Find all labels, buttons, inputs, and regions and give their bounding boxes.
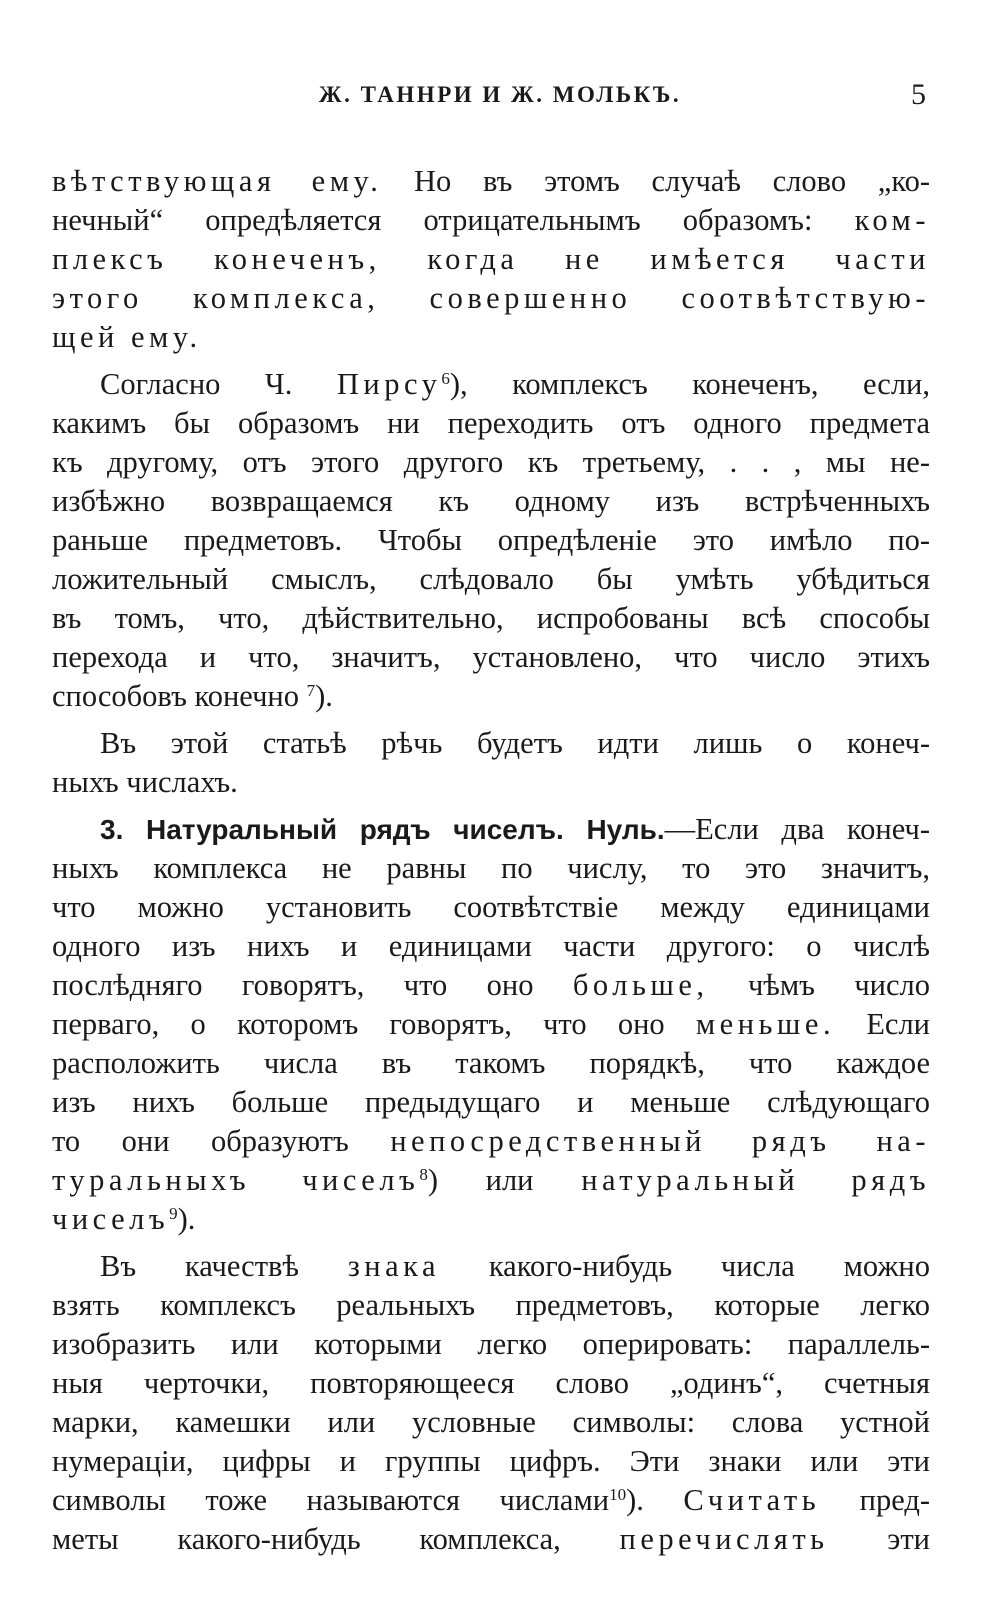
text-line: изобразить или которыми легко оперировать: параллель-: [52, 1327, 930, 1361]
footnote-ref: 6: [441, 368, 450, 388]
text-line: ложительный смыслъ, слѣдовало бы умѣть убѣдиться: [52, 562, 930, 596]
spaced-text: непосредственный рядъ на-: [390, 1124, 930, 1158]
text-span: способовъ конечно: [52, 679, 299, 713]
spaced-text: перечислять: [619, 1522, 829, 1556]
text-line: одного изъ нихъ и единицами части другого: о числѣ: [52, 929, 930, 963]
text-span: Въ качествѣ: [100, 1249, 299, 1283]
text-line: какимъ бы образомъ ни переходить отъ одного предмета: [52, 406, 930, 440]
text-span: Согласно Ч.: [100, 367, 293, 401]
page-body: [52, 162, 930, 1559]
spaced-text: вѣтствующая ему.: [52, 164, 383, 198]
footnote-ref: 8: [419, 1164, 428, 1184]
text-line: перехода и что, значитъ, установлено, что число этихъ: [52, 640, 930, 674]
spaced-text: Считать: [683, 1483, 821, 1517]
paragraph-finite-numbers: [52, 724, 930, 802]
text-span: какого-нибудь числа можно: [488, 1249, 930, 1283]
text-line: этого комплекса, совершенно соотвѣтствую-: [52, 281, 930, 315]
text-span: Если: [866, 1007, 930, 1041]
spaced-text: туральныхъ чиселъ: [52, 1163, 420, 1197]
text-span: —Если два конеч-: [664, 812, 930, 846]
text-line: нумераціи, цифры и группы цифръ. Эти знаки или эти: [52, 1444, 930, 1478]
text-line: въ томъ, что, дѣйствительно, испробованы всѣ способы: [52, 601, 930, 635]
spaced-text: знака: [347, 1249, 441, 1283]
text-line: [52, 1005, 930, 1044]
text-span: ).: [315, 679, 333, 713]
text-line: [52, 966, 930, 1005]
text-line: избѣжно возвращаемся къ одному изъ встрѣченныхъ: [52, 484, 930, 518]
text-line: щей ему.: [52, 320, 202, 354]
spaced-text: натуральный рядъ: [581, 1163, 930, 1197]
text-span: эти: [887, 1522, 930, 1556]
text-line: [52, 1161, 930, 1200]
text-line: [52, 1122, 930, 1161]
text-line: къ другому, отъ этого другого къ третьему, . . , мы не-: [52, 445, 930, 479]
running-head: Ж. ТАННРИ И Ж. МОЛЬКЪ.: [318, 82, 682, 107]
text-span: Но въ этомъ случаѣ слово „ко-: [414, 164, 930, 198]
paragraph-continuation: [52, 162, 930, 357]
text-line: изъ нихъ больше предыдущаго и меньше слѣдующаго: [52, 1085, 930, 1119]
text-line: [52, 810, 930, 849]
text-span: пред-: [859, 1483, 930, 1517]
text-line: марки, камешки или условные символы: слова устной: [52, 1405, 930, 1439]
text-span: ).: [177, 1202, 196, 1236]
text-span: нечный“ опредѣляется отрицательнымъ образомъ:: [52, 203, 813, 237]
text-line: [52, 201, 930, 240]
footnote-ref: 10: [609, 1484, 627, 1504]
text-span: послѣдняго говорятъ, что оно: [52, 968, 534, 1002]
text-span: ), комплексъ конеченъ, если,: [449, 367, 930, 401]
text-line: ныя черточки, повторяющееся слово „одинъ“, счетныя: [52, 1366, 930, 1400]
text-span: ) или: [427, 1163, 534, 1197]
text-span: то они образуютъ: [52, 1124, 349, 1158]
text-span: ).: [626, 1483, 644, 1517]
text-line: [52, 1481, 930, 1520]
spaced-text: меньше.: [695, 1007, 836, 1041]
spaced-text: больше,: [572, 968, 709, 1002]
page-number: 5: [911, 78, 926, 111]
text-line: что можно установить соотвѣтствіе между единицами: [52, 890, 930, 924]
text-line: раньше предметовъ. Чтобы опредѣленіе это имѣло по-: [52, 523, 930, 557]
text-line: [52, 1520, 930, 1559]
text-line: [52, 162, 930, 201]
text-line: [52, 1247, 930, 1286]
text-span: меты какого-нибудь комплекса,: [52, 1522, 561, 1556]
text-span: перваго, о которомъ говорятъ, что оно: [52, 1007, 665, 1041]
text-line: взять комплексъ реальныхъ предметовъ, которые легко: [52, 1288, 930, 1322]
spaced-text: ком-: [854, 203, 930, 237]
spaced-text: Пирсу: [336, 367, 442, 401]
text-line: [52, 1200, 930, 1239]
footnote-ref: 7: [306, 680, 316, 700]
footnote-ref: 9: [169, 1203, 178, 1223]
text-line: Въ этой статьѣ рѣчь будетъ идти лишь о конеч-: [100, 726, 930, 760]
page-header: [0, 78, 1000, 122]
text-span: символы тоже называются числами: [52, 1483, 610, 1517]
text-line: ныхъ числахъ.: [52, 765, 238, 799]
text-line: плексъ конеченъ, когда не имѣется части: [52, 242, 930, 276]
paragraph-peirce: [52, 365, 930, 716]
text-line: [52, 365, 930, 404]
section-3: [52, 810, 930, 1239]
text-line: ныхъ комплекса не равны по числу, то это значитъ,: [52, 851, 930, 885]
section-title: 3. Натуральный рядъ чиселъ. Нуль.: [100, 814, 665, 845]
paragraph-number-signs: [52, 1247, 930, 1559]
text-span: чѣмъ число: [747, 968, 930, 1002]
spaced-text: чиселъ: [52, 1202, 170, 1236]
text-line: [52, 677, 930, 716]
text-line: расположить числа въ такомъ порядкѣ, что каждое: [52, 1046, 930, 1080]
